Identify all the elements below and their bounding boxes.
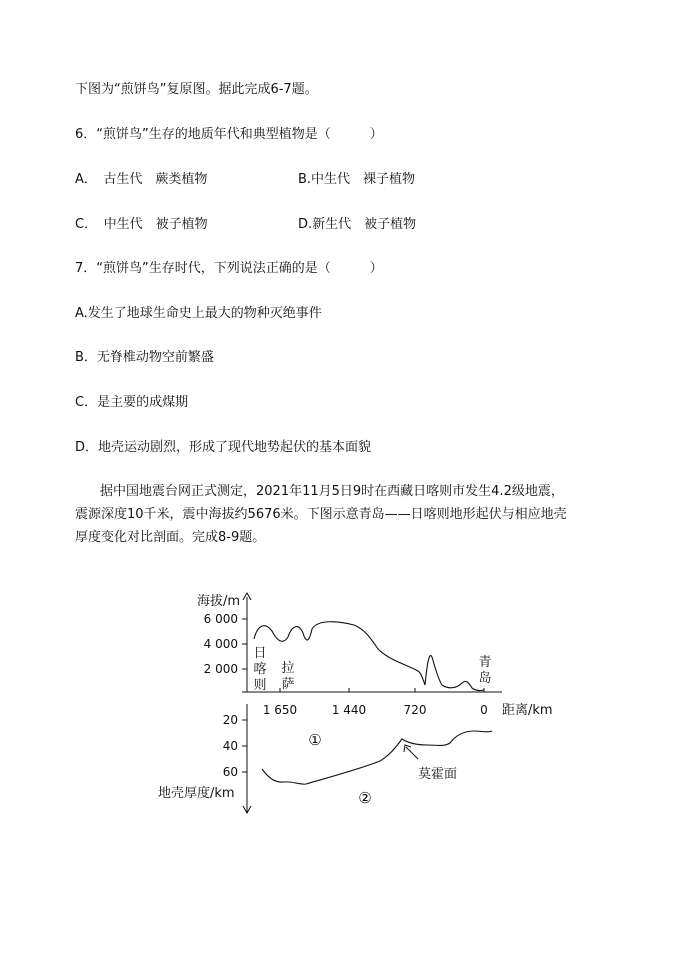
q6-option-c: C． 中生代 被子植物 bbox=[75, 217, 208, 232]
label-lasa-2: 萨 bbox=[281, 677, 295, 692]
distance-tick-1440: 1 440 bbox=[331, 703, 367, 717]
q7-option-c: C．是主要的成煤期 bbox=[75, 395, 189, 410]
q7-option-b: B．无脊椎动物空前繁盛 bbox=[75, 350, 214, 365]
crust-tick-20: 20 bbox=[222, 713, 238, 727]
elevation-tick-6000: 6 000 bbox=[203, 612, 238, 626]
elevation-tick-2000: 2 000 bbox=[203, 662, 238, 676]
moho-pointer-line bbox=[406, 747, 418, 759]
moho-label: 莫霍面 bbox=[418, 767, 458, 782]
label-lasa-1: 拉 bbox=[281, 661, 295, 676]
passage-line-1: 据中国地震台网正式测定，2021年11月5日9时在西藏日喀则市发生4.2级地震， bbox=[100, 484, 564, 499]
passage-line-2: 震源深度10千米，震中海拔约5676米。下图示意青岛——日喀则地形起伏与相应地壳 bbox=[75, 507, 567, 522]
elevation-axis-label: 海拔/m bbox=[197, 594, 241, 609]
passage-line-3: 厚度变化对比剖面。完成8-9题。 bbox=[75, 530, 266, 545]
label-rikaze-1: 日 bbox=[253, 646, 267, 661]
distance-tick-1650: 1 650 bbox=[262, 703, 298, 717]
crust-tick-60: 60 bbox=[222, 765, 238, 779]
elevation-tick-4000: 4 000 bbox=[203, 637, 238, 651]
label-qingdao-1: 青 bbox=[478, 655, 492, 670]
label-rikaze-2: 喀 bbox=[253, 662, 267, 677]
q7-option-d: D．地壳运动剧烈，形成了现代地势起伏的基本面貌 bbox=[75, 440, 372, 455]
intro-text: 下图为“煎饼鸟”复原图。据此完成6-7题。 bbox=[75, 82, 318, 97]
moho-surface-line bbox=[262, 731, 492, 784]
q6-option-b: B.中生代 裸子植物 bbox=[298, 172, 416, 187]
q6-option-d: D.新生代 被子植物 bbox=[298, 217, 417, 232]
label-rikaze-3: 则 bbox=[253, 678, 267, 693]
distance-tick-0: 0 bbox=[480, 703, 488, 717]
q7-option-a: A.发生了地球生命史上最大的物种灭绝事件 bbox=[75, 306, 322, 321]
label-qingdao-2: 岛 bbox=[478, 671, 492, 686]
region-1-marker: ① bbox=[308, 731, 322, 749]
question-7-stem: 7．“煎饼鸟”生存时代，下列说法正确的是（ ） bbox=[75, 261, 383, 276]
terrain-crust-profile-figure bbox=[150, 585, 570, 825]
region-2-marker: ② bbox=[358, 789, 372, 807]
distance-tick-720: 720 bbox=[403, 703, 427, 717]
q6-option-a: A． 古生代 蕨类植物 bbox=[75, 172, 208, 187]
question-6-stem: 6．“煎饼鸟”生存的地质年代和典型植物是（ ） bbox=[75, 127, 383, 142]
distance-axis-label: 距离/km bbox=[502, 703, 553, 718]
crust-thickness-axis-label: 地壳厚度/km bbox=[158, 786, 235, 801]
crust-tick-40: 40 bbox=[222, 739, 238, 753]
